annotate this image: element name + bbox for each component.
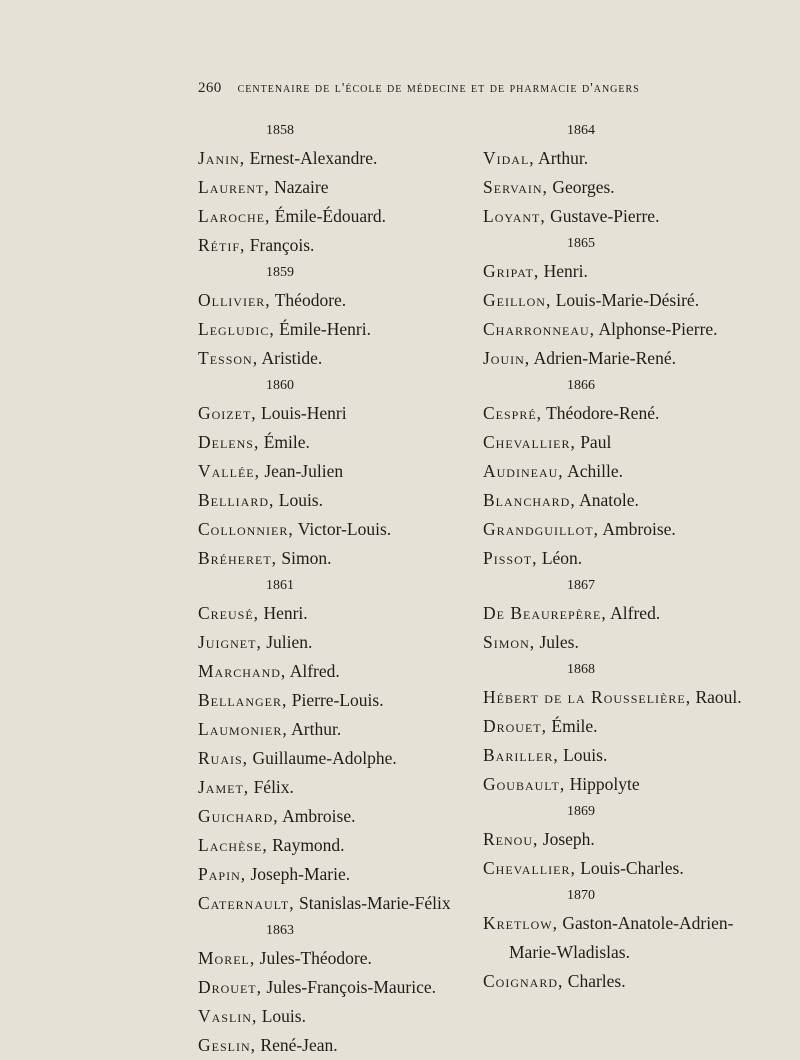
surname: Jouin, — [483, 348, 531, 368]
graduate-entry — [198, 802, 468, 831]
graduate-entry — [198, 744, 468, 773]
surname: Caternault, — [198, 893, 295, 913]
surname: Loyant, — [483, 206, 546, 226]
graduate-entry — [198, 944, 468, 973]
given-names: Louis-Marie-Désiré. — [551, 290, 700, 310]
graduate-entry — [198, 773, 468, 802]
given-names: Jean-Julien — [260, 461, 344, 481]
running-title: centenaire de l'école de médecine et de pharmacie d'angers — [237, 81, 640, 96]
graduate-entry — [483, 144, 783, 173]
given-names: Jules. — [535, 632, 579, 652]
graduate-entry — [198, 1002, 468, 1031]
graduate-entry — [198, 860, 468, 889]
surname: Tesson, — [198, 348, 259, 368]
surname: Legludic, — [198, 319, 275, 339]
surname: Coignard, — [483, 971, 564, 991]
surname: Creusé, — [198, 603, 260, 623]
surname: Marchand, — [198, 661, 287, 681]
given-names: Ambroise. — [278, 806, 356, 826]
given-names: Alphonse-Pierre. — [595, 319, 718, 339]
given-names: Théodore-René. — [542, 403, 660, 423]
surname: Delens, — [198, 432, 260, 452]
graduate-entry — [483, 202, 783, 231]
graduate-entry — [483, 428, 783, 457]
left-column — [198, 118, 468, 1060]
graduate-entry — [483, 486, 783, 515]
given-names: Félix. — [249, 777, 294, 797]
year-heading: 1868 — [567, 662, 595, 677]
graduate-entry — [483, 344, 783, 373]
surname: Goubault, — [483, 774, 566, 794]
surname: Chevallier, — [483, 858, 576, 878]
graduate-entry — [483, 315, 783, 344]
graduate-entry — [198, 486, 468, 515]
graduate-entry — [483, 257, 783, 286]
given-names: Hippolyte — [565, 774, 640, 794]
surname: Geslin, — [198, 1035, 257, 1055]
given-names: Stanislas-Marie-Félix — [294, 893, 451, 913]
surname: Bréheret, — [198, 548, 278, 568]
surname: Belliard, — [198, 490, 275, 510]
graduate-entry — [198, 344, 468, 373]
graduate-entry — [483, 599, 783, 628]
surname: Laroche, — [198, 206, 271, 226]
given-names: Georges. — [547, 177, 615, 197]
given-names: René-Jean. — [256, 1035, 338, 1055]
page-header — [198, 80, 718, 97]
graduate-entry — [198, 973, 468, 1002]
year-heading: 1858 — [266, 123, 294, 138]
given-names: Arthur. — [287, 719, 342, 739]
surname: Collonnier, — [198, 519, 294, 539]
given-names: Simon. — [277, 548, 332, 568]
surname: Rétif, — [198, 235, 246, 255]
year-heading: 1864 — [567, 123, 595, 138]
given-names: Victor-Louis. — [293, 519, 392, 539]
graduate-entry — [483, 286, 783, 315]
given-names: Ernest-Alexandre. — [245, 148, 378, 168]
surname: Gripat, — [483, 261, 540, 281]
given-names: Charles. — [563, 971, 626, 991]
given-names: Léon. — [537, 548, 583, 568]
surname: Kretlow, — [483, 913, 558, 933]
given-names: Anatole. — [575, 490, 639, 510]
graduate-entry — [483, 544, 783, 573]
graduate-entry — [483, 399, 783, 428]
graduate-entry — [483, 457, 783, 486]
given-names: Nazaire — [269, 177, 329, 197]
given-names: Raymond. — [267, 835, 345, 855]
given-names: Arthur. — [534, 148, 589, 168]
surname: Grandguillot, — [483, 519, 599, 539]
graduate-entry — [198, 315, 468, 344]
surname: Drouet, — [483, 716, 548, 736]
surname: Papin, — [198, 864, 247, 884]
graduate-entry — [198, 428, 468, 457]
graduate-entry — [483, 683, 783, 712]
given-names: Joseph. — [538, 829, 595, 849]
graduate-entry — [198, 599, 468, 628]
graduate-entry — [483, 938, 783, 967]
surname: Chevallier, — [483, 432, 576, 452]
given-names: Théodore. — [270, 290, 347, 310]
year-heading: 1865 — [567, 236, 595, 251]
graduate-entry — [198, 515, 468, 544]
given-names: Achille. — [563, 461, 623, 481]
given-names: Émile-Henri. — [274, 319, 371, 339]
graduate-entry — [483, 712, 783, 741]
given-names: Julien. — [261, 632, 313, 652]
graduate-entry — [198, 399, 468, 428]
given-names: Gustave-Pierre. — [545, 206, 660, 226]
graduate-entry — [198, 202, 468, 231]
graduate-entry — [198, 657, 468, 686]
year-heading: 1861 — [266, 578, 294, 593]
given-names: Émile-Édouard. — [270, 206, 387, 226]
given-names: Jules-François-Maurice. — [262, 977, 436, 997]
graduate-entry — [198, 544, 468, 573]
given-names: Marie-Wladislas. — [509, 942, 630, 962]
given-names: Raoul. — [691, 687, 742, 707]
given-names: Aristide. — [258, 348, 323, 368]
given-names: Louis. — [257, 1006, 306, 1026]
given-names: Pierre-Louis. — [287, 690, 384, 710]
given-names: Louis. — [558, 745, 608, 765]
given-names: Jules-Théodore. — [255, 948, 372, 968]
surname: Audineau, — [483, 461, 564, 481]
surname: Vidal, — [483, 148, 535, 168]
graduate-entry — [198, 286, 468, 315]
given-names: Henri. — [539, 261, 588, 281]
surname: Servain, — [483, 177, 548, 197]
given-names: Émile. — [259, 432, 310, 452]
given-names: Gaston-Anatole-Adrien- — [558, 913, 734, 933]
graduate-entry — [483, 741, 783, 770]
graduate-entry — [198, 1031, 468, 1060]
year-heading: 1867 — [567, 578, 595, 593]
graduate-entry — [483, 515, 783, 544]
given-names: Louis-Charles. — [575, 858, 684, 878]
surname: Laumonier, — [198, 719, 288, 739]
graduate-entry — [198, 231, 468, 260]
given-names: Alfred. — [286, 661, 340, 681]
surname: Bellanger, — [198, 690, 288, 710]
surname: Janin, — [198, 148, 246, 168]
surname: Vallée, — [198, 461, 260, 481]
surname: Bariller, — [483, 745, 559, 765]
graduate-entry — [483, 967, 783, 996]
surname: Morel, — [198, 948, 256, 968]
surname: Cespré, — [483, 403, 543, 423]
given-names: Émile. — [547, 716, 598, 736]
surname: Laurent, — [198, 177, 270, 197]
year-heading: 1869 — [567, 804, 595, 819]
graduate-entry — [198, 173, 468, 202]
year-heading: 1863 — [266, 923, 294, 938]
graduate-entry — [198, 144, 468, 173]
surname: Guichard, — [198, 806, 279, 826]
given-names: François. — [245, 235, 315, 255]
graduate-entry — [483, 825, 783, 854]
surname: Renou, — [483, 829, 539, 849]
surname: Drouet, — [198, 977, 263, 997]
given-names: Louis-Henri — [256, 403, 347, 423]
right-column — [483, 118, 783, 996]
graduate-entry — [483, 173, 783, 202]
surname: Vaslin, — [198, 1006, 258, 1026]
graduate-entry — [483, 909, 783, 938]
given-names: Adrien-Marie-René. — [530, 348, 676, 368]
surname: Charronneau, — [483, 319, 596, 339]
given-names: Joseph-Marie. — [246, 864, 351, 884]
given-names: Henri. — [259, 603, 308, 623]
surname: Hébert de la Rousselière, — [483, 687, 692, 707]
given-names: Paul — [575, 432, 612, 452]
surname: Jamet, — [198, 777, 250, 797]
surname: Ollivier, — [198, 290, 271, 310]
surname: Ruais, — [198, 748, 249, 768]
graduate-entry — [198, 889, 468, 918]
surname: Pissot, — [483, 548, 538, 568]
graduate-entry — [198, 715, 468, 744]
surname: Blanchard, — [483, 490, 576, 510]
surname: De Beaurepère, — [483, 603, 607, 623]
surname: Simon, — [483, 632, 536, 652]
graduate-entry — [483, 628, 783, 657]
graduate-entry — [198, 831, 468, 860]
year-heading: 1870 — [567, 888, 595, 903]
graduate-entry — [483, 854, 783, 883]
year-heading: 1859 — [266, 265, 294, 280]
given-names: Alfred. — [606, 603, 661, 623]
given-names: Ambroise. — [599, 519, 676, 539]
surname: Juignet, — [198, 632, 262, 652]
graduate-entry — [198, 686, 468, 715]
given-names: Louis. — [274, 490, 323, 510]
graduate-entry — [483, 770, 783, 799]
surname: Geillon, — [483, 290, 552, 310]
surname: Lachèse, — [198, 835, 268, 855]
surname: Goizet, — [198, 403, 257, 423]
given-names: Guillaume-Adolphe. — [248, 748, 397, 768]
page-number: 260 — [198, 80, 222, 96]
year-heading: 1866 — [567, 378, 595, 393]
year-heading: 1860 — [266, 378, 294, 393]
graduate-entry — [198, 457, 468, 486]
graduate-entry — [198, 628, 468, 657]
